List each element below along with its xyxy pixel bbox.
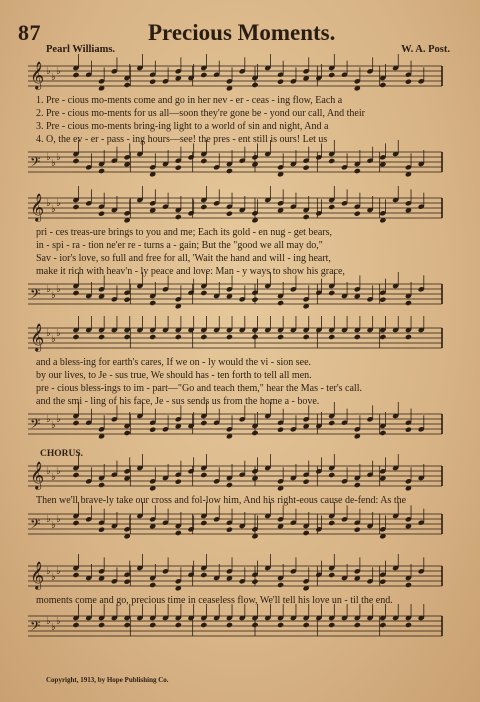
note-icon (341, 316, 348, 333)
note-icon (213, 409, 220, 426)
note-icon (111, 512, 118, 529)
note-icon (213, 564, 220, 581)
system-1-lyrics (36, 94, 440, 146)
note-icon (341, 409, 348, 426)
flat-icon: ♭ (46, 466, 51, 477)
note-icon (136, 316, 143, 333)
note-icon (85, 61, 92, 78)
system-3-upper-staff (0, 322, 480, 358)
note-icon (379, 143, 386, 167)
lyric-line: in - spi - ra - tion ne'er re - turns a - gain; But the "good we all may do," (36, 240, 323, 251)
flat-icon: ♭ (51, 334, 56, 345)
note-icon (354, 275, 361, 299)
note-icon (136, 54, 143, 71)
note-icon (251, 143, 258, 167)
note-icon (354, 509, 361, 533)
system-3-lyrics (36, 356, 440, 408)
note-icon (226, 509, 233, 533)
lyric-line: 4. O, the ev - er - pass - ing hours—see! the pres - ent still is ours! Let us (36, 134, 328, 145)
note-icon (277, 189, 284, 213)
note-icon (315, 316, 322, 333)
lyric-line: 3. Pre - cious mo-ments bring-ing light to a world of sin and night, And a (36, 121, 329, 132)
note-icon (418, 509, 425, 526)
flat-icon: ♭ (56, 152, 61, 163)
system-1-upper-staff (0, 60, 480, 96)
flat-icon: ♭ (51, 290, 56, 301)
bass-clef-icon: 𝄢 (30, 416, 41, 435)
treble-clef-icon: 𝄞 (30, 323, 45, 351)
note-icon (418, 193, 425, 210)
note-icon (136, 454, 143, 471)
flat-icon: ♭ (46, 152, 51, 163)
note-icon (187, 412, 194, 429)
note-icon (264, 554, 271, 571)
author-credit: Pearl Williams. (46, 44, 116, 55)
system-4-lower-staff (0, 508, 480, 544)
note-icon (111, 147, 118, 164)
bass-clef-icon: 𝄢 (30, 516, 41, 535)
note-icon (264, 454, 271, 471)
flat-icon: ♭ (56, 198, 61, 209)
note-icon (354, 557, 361, 581)
flat-icon: ♭ (46, 616, 51, 627)
note-icon (175, 461, 182, 485)
note-icon (366, 316, 373, 333)
treble-clef-icon: 𝄞 (30, 193, 45, 221)
treble-clef-icon: 𝄞 (30, 61, 45, 89)
system-5-upper-staff (0, 560, 480, 596)
note-icon (366, 461, 373, 478)
flat-icon: ♭ (51, 72, 56, 83)
note-icon (290, 316, 297, 333)
note-icon (418, 464, 425, 481)
note-icon (162, 464, 169, 481)
note-icon (341, 282, 348, 299)
flat-icon: ♭ (51, 158, 56, 169)
note-icon (379, 457, 386, 481)
note-icon (162, 193, 169, 210)
note-icon (418, 150, 425, 167)
note-icon (239, 461, 246, 478)
note-icon (315, 279, 322, 296)
note-icon (187, 561, 194, 578)
lyric-line: 1. Pre - cious mo-ments come and go in her nev - er - ceas - ing flow, Each a (36, 95, 343, 106)
note-icon (124, 279, 131, 303)
note-icon (162, 316, 169, 333)
lyric-line: make it rich with heav'n - ly peace and love: Man - y ways to show his grace, (36, 266, 345, 277)
note-icon (98, 193, 105, 217)
note-icon (379, 279, 386, 303)
note-icon (303, 147, 310, 171)
note-icon (392, 454, 399, 471)
flat-icon: ♭ (51, 204, 56, 215)
note-icon (149, 189, 156, 213)
system-2-lyrics (36, 226, 440, 278)
note-icon (290, 193, 297, 210)
note-icon (239, 316, 246, 333)
system-1-lower-staff (0, 146, 480, 182)
lyric-line: and the smi - ling of his face, Je - sus sends us from the home a - bove. (36, 396, 320, 407)
note-icon (124, 143, 131, 167)
flat-icon: ♭ (56, 414, 61, 425)
note-icon (251, 279, 258, 303)
composer-credit: W. A. Post. (401, 44, 450, 55)
lyric-line: Sav - ior's love, so full and free for all, 'Wait the hand and will - ing heart, (36, 253, 331, 264)
flat-icon: ♭ (56, 514, 61, 525)
note-icon (85, 282, 92, 299)
system-2-lower-staff (0, 278, 480, 314)
note-icon (226, 557, 233, 581)
note-icon (277, 61, 284, 85)
note-icon (290, 150, 297, 167)
flat-icon: ♭ (51, 472, 56, 483)
treble-clef-icon: 𝄞 (30, 561, 45, 589)
note-icon (85, 564, 92, 581)
note-icon (175, 405, 182, 429)
note-icon (239, 196, 246, 213)
note-icon (341, 564, 348, 581)
hymn-title: Precious Moments. (148, 20, 336, 45)
system-5-lyrics (36, 594, 440, 607)
note-icon (392, 554, 399, 571)
note-icon (405, 61, 412, 85)
chorus-label: CHORUS. (40, 449, 84, 459)
note-icon (175, 57, 182, 81)
note-icon (251, 457, 258, 481)
note-icon (226, 193, 233, 217)
note-icon (366, 512, 373, 529)
flat-icon: ♭ (46, 566, 51, 577)
note-icon (366, 196, 373, 213)
lyric-line: 2. Pre - cious mo-ments for us all—soon they're gone be - yond our call, And their (36, 108, 365, 119)
system-4-upper-staff (0, 460, 480, 496)
note-icon (315, 561, 322, 578)
flat-icon: ♭ (56, 566, 61, 577)
note-icon (418, 316, 425, 333)
note-icon (85, 409, 92, 426)
treble-clef-icon: 𝄞 (30, 461, 45, 489)
flat-icon: ♭ (46, 328, 51, 339)
note-icon (405, 505, 412, 529)
flat-icon: ♭ (51, 420, 56, 431)
note-icon (303, 461, 310, 485)
system-4-lyrics (36, 494, 440, 507)
note-icon (392, 316, 399, 333)
note-icon (111, 461, 118, 478)
note-icon (98, 509, 105, 533)
lyric-line: Then we'll brave-ly take our cross and fol-low him, And his right-eous cause de-fend: As the (36, 495, 407, 506)
lyric-line: and a bless-ing for earth's cares, If we on - ly would the vi - sion see. (36, 357, 312, 368)
note-icon (136, 186, 143, 203)
note-icon (290, 464, 297, 481)
system-2-upper-staff (0, 192, 480, 228)
note-icon (277, 505, 284, 529)
flat-icon: ♭ (51, 572, 56, 583)
note-icon (341, 61, 348, 78)
note-icon (239, 147, 246, 164)
system-5-lower-staff (0, 610, 480, 646)
note-icon (264, 186, 271, 203)
note-icon (392, 54, 399, 71)
note-icon (405, 189, 412, 213)
note-icon (187, 316, 194, 333)
bass-clef-icon: 𝄢 (30, 154, 41, 173)
flat-icon: ♭ (46, 514, 51, 525)
bass-clef-icon: 𝄢 (30, 286, 41, 305)
note-icon (149, 505, 156, 529)
note-icon (303, 405, 310, 429)
note-icon (315, 412, 322, 429)
flat-icon: ♭ (56, 66, 61, 77)
flat-icon: ♭ (56, 616, 61, 627)
note-icon (98, 275, 105, 299)
lyric-line: moments come and go, precious time in ceaseless flow, We'll tell his love un - til the end. (36, 595, 393, 606)
note-icon (85, 316, 92, 333)
note-icon (124, 457, 131, 481)
note-icon (162, 509, 169, 526)
flat-icon: ♭ (56, 328, 61, 339)
note-icon (111, 196, 118, 213)
note-icon (187, 279, 194, 296)
note-icon (149, 409, 156, 433)
system-3-lower-staff (0, 408, 480, 444)
note-icon (354, 193, 361, 217)
note-icon (251, 561, 258, 585)
note-icon (213, 316, 220, 333)
bass-clef-icon: 𝄢 (30, 618, 41, 637)
note-icon (405, 409, 412, 433)
note-icon (239, 512, 246, 529)
note-icon (162, 150, 169, 167)
note-icon (136, 554, 143, 571)
flat-icon: ♭ (56, 466, 61, 477)
note-icon (213, 61, 220, 78)
note-icon (111, 316, 118, 333)
note-icon (213, 282, 220, 299)
note-icon (379, 561, 386, 585)
note-icon (264, 316, 271, 333)
note-icon (290, 509, 297, 526)
note-icon (175, 147, 182, 171)
note-icon (149, 61, 156, 85)
note-icon (303, 57, 310, 81)
note-icon (124, 561, 131, 585)
note-icon (187, 64, 194, 81)
note-icon (366, 147, 373, 164)
note-icon (277, 409, 284, 433)
lyric-line: pri - ces treas-ure brings to you and me; Each its gold - en nug - get bears, (36, 227, 333, 238)
lyric-line: by our lives, to Je - sus true, We should has - ten forth to tell all men. (36, 370, 312, 381)
flat-icon: ♭ (51, 520, 56, 531)
flat-icon: ♭ (46, 414, 51, 425)
note-icon (98, 557, 105, 581)
flat-icon: ♭ (56, 284, 61, 295)
flat-icon: ♭ (46, 198, 51, 209)
note-icon (226, 275, 233, 299)
copyright-notice: Copyright, 1913, by Hope Publishing Co. (46, 676, 169, 684)
flat-icon: ♭ (51, 622, 56, 633)
flat-icon: ♭ (46, 284, 51, 295)
flat-icon: ♭ (46, 66, 51, 77)
lyric-line: pre - cious bless-ings to im - part—"Go and teach them," hear the Mas - ter's call. (36, 383, 362, 394)
note-icon (264, 54, 271, 71)
note-icon (392, 186, 399, 203)
note-icon (315, 64, 322, 81)
hymn-number: 87 (18, 20, 41, 45)
